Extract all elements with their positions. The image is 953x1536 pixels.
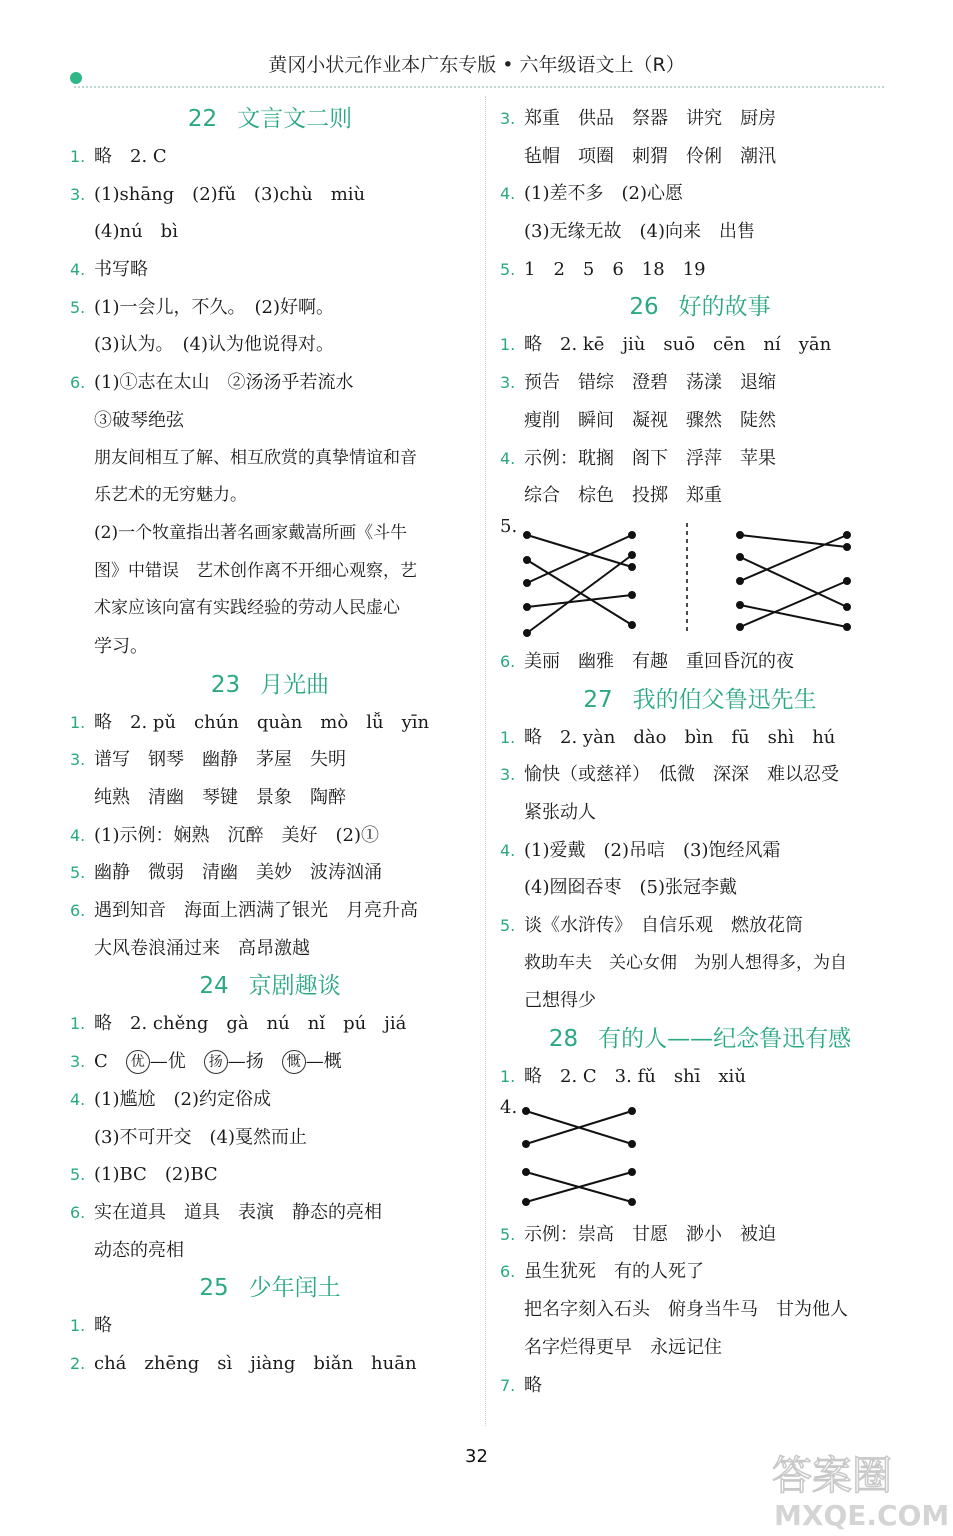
match-dot <box>524 580 530 586</box>
lesson-title: 月光曲 <box>260 671 330 698</box>
lesson-heading-26 <box>500 288 900 326</box>
answer-line: 7. 略 <box>500 1374 542 1396</box>
lesson-heading-27 <box>500 681 900 719</box>
match-line <box>740 557 847 607</box>
circled-character: 优 <box>126 1050 150 1074</box>
answer-line: 紧张动人 <box>524 801 596 823</box>
matching-lines-svg <box>522 515 862 643</box>
answer-line: 4. (1)尴尬 (2)约定俗成 <box>70 1088 271 1110</box>
match-dot <box>737 578 743 584</box>
lesson-22-answers <box>70 138 470 666</box>
lesson-heading-23 <box>70 666 470 704</box>
matching-diagram-28 <box>500 1096 900 1216</box>
match-dot <box>629 564 635 570</box>
answer-line: 毡帽 项圈 刺猬 伶俐 潮汛 <box>524 145 776 167</box>
answer-line: 名字烂得更早 永远记住 <box>524 1336 722 1358</box>
match-dot <box>737 554 743 560</box>
answer-line: 1. 略 2. yàn dào bìn fū shì hú <box>500 726 836 748</box>
match-dot <box>523 1141 529 1147</box>
lesson-heading-24 <box>70 967 470 1005</box>
answer-line: 6. 遇到知音 海面上洒满了银光 月亮升高 <box>70 900 418 922</box>
lesson-number: 25 <box>199 1275 229 1302</box>
answer-line: 6. (1)①志在太山 ②汤汤乎若流水 <box>70 372 354 394</box>
match-dot <box>524 630 530 636</box>
answer-line: (2)一个牧童指出著名画家戴嵩所画《斗牛 <box>94 522 408 543</box>
lesson-title: 有的人——纪念鲁迅有感 <box>598 1026 852 1053</box>
lesson-number: 27 <box>583 686 613 713</box>
answer-line: 己想得少 <box>524 990 596 1012</box>
answer-line: 4. 示例：耽搁 阁下 浮萍 苹果 <box>500 447 776 469</box>
question-number: 4. <box>500 1096 518 1118</box>
match-dot <box>844 578 850 584</box>
lesson-number: 22 <box>187 106 218 132</box>
watermark-bottom: MXQE.COM <box>774 1499 950 1532</box>
match-line <box>527 595 632 607</box>
lesson-title: 我的伯父鲁迅先生 <box>632 686 817 713</box>
answer-line: 3. 谱写 钢琴 幽静 茅屋 失明 <box>70 749 346 771</box>
matching-diagram-26 <box>500 515 900 643</box>
right-column <box>500 100 900 1404</box>
match-line <box>527 535 632 567</box>
answer-line: 5. 示例：崇高 甘愿 渺小 被迫 <box>500 1223 776 1245</box>
answer-line: 图》中错误 艺术创作离不开细心观察，艺 <box>94 560 417 581</box>
circled-character: 扬 <box>204 1050 228 1074</box>
header-rule <box>74 86 884 88</box>
match-dot <box>629 1141 635 1147</box>
answer-line: 1. 略 <box>70 1315 112 1337</box>
match-dot <box>629 592 635 598</box>
answer-line: 5. 幽静 微弱 清幽 美妙 波涛汹涌 <box>70 862 382 884</box>
left-column <box>70 100 470 1383</box>
lesson-title: 文言文二则 <box>237 106 353 132</box>
match-dot <box>629 532 635 538</box>
answer-line: 1. 略 2. C 3. fǔ shī xiǔ <box>500 1066 746 1088</box>
answer-line: 2. chá zhēng sì jiàng biǎn huān <box>70 1352 417 1374</box>
match-dot <box>629 622 635 628</box>
lesson-23-answers <box>70 704 470 968</box>
answer-line: 6. 虽生犹死 有的人死了 <box>500 1261 704 1283</box>
lesson-number: 24 <box>199 973 229 1000</box>
lesson-number: 28 <box>548 1026 579 1053</box>
match-dot <box>629 1108 635 1114</box>
answer-line: 把名字刻入石头 俯身当牛马 甘为他人 <box>524 1299 848 1321</box>
answer-line: 学习。 <box>94 635 148 657</box>
lesson-heading-28 <box>500 1020 900 1058</box>
answer-line: ③破琴绝弦 <box>94 409 184 431</box>
answer-line: 救助车夫 关心女佣 为别人想得多，为自 <box>524 952 847 973</box>
match-dot <box>523 1108 529 1114</box>
answer-line: 5. (1)一会儿，不久。 (2)好啊。 <box>70 296 334 318</box>
match-line <box>527 535 632 583</box>
answer-line: 1. 略 2. pǔ chún quàn mò lǚ yīn <box>70 711 430 733</box>
answer-line: 术家应该向富有实践经验的劳动人民虚心 <box>94 598 400 619</box>
answer-line: 动态的亮相 <box>94 1239 184 1261</box>
lesson-25-answers <box>70 1307 470 1382</box>
match-dot <box>523 1169 529 1175</box>
answer-line: 3. 郑重 供品 祭器 讲究 厨房 <box>500 108 776 129</box>
match-line <box>740 581 847 627</box>
lesson-number: 26 <box>629 294 659 321</box>
answer-line: 综合 棕色 投掷 郑重 <box>524 485 722 507</box>
matching-lines-svg <box>522 1096 662 1216</box>
match-dot <box>737 602 743 608</box>
answer-line: 6. 美丽 幽雅 有趣 重回昏沉的夜 <box>500 650 794 672</box>
answer-line: 5. 1 2 5 6 18 19 <box>500 258 706 280</box>
answer-line: 大风卷浪涌过来 高昂激越 <box>94 937 310 959</box>
lesson-24-answers <box>70 1005 470 1269</box>
page-number: 32 <box>465 1446 488 1467</box>
watermark-top: 答案圈 <box>772 1453 892 1499</box>
match-dot <box>629 1199 635 1205</box>
match-line <box>740 605 847 627</box>
match-dot <box>524 604 530 610</box>
lesson-27-answers <box>500 719 900 1021</box>
lesson-heading-25 <box>70 1269 470 1307</box>
answer-line: (3)不可开交 (4)戛然而止 <box>94 1126 307 1148</box>
match-dot <box>844 532 850 538</box>
match-dot <box>524 532 530 538</box>
match-dot <box>523 1199 529 1205</box>
answer-line: 瘦削 瞬间 凝视 骤然 陡然 <box>524 409 776 431</box>
answer-line: 1. 略 2. kē jiù suō cēn ní yān <box>500 334 832 356</box>
answer-line: 4. (1)爱戴 (2)吊唁 (3)饱经风霜 <box>500 839 781 861</box>
lesson-title: 京剧趣谈 <box>248 973 341 1000</box>
answer-line: 6. 实在道具 道具 表演 静态的亮相 <box>70 1201 382 1223</box>
answer-line: (3)无缘无故 (4)向来 出售 <box>524 221 755 243</box>
column-divider <box>485 96 486 1426</box>
match-dot <box>844 544 850 550</box>
answer-line: 1. 略 2. chěng gà nú nǐ pú jiá <box>70 1013 407 1035</box>
match-dot <box>524 557 530 563</box>
answer-line: 纯熟 清幽 琴键 景象 陶醉 <box>94 787 346 808</box>
lesson-25-continued <box>500 100 900 288</box>
answer-line: 4. 书写略 <box>70 259 148 281</box>
answer-line: 3. (1)shāng (2)fǔ (3)chù miù <box>70 183 366 205</box>
answer-line: 朋友间相互了解、相互欣赏的真挚情谊和音 <box>94 447 417 468</box>
lesson-26-answers <box>500 326 900 680</box>
lesson-title: 少年闰土 <box>248 1275 341 1302</box>
question-number: 5. <box>500 515 518 537</box>
answer-line: 4. (1)示例：娴熟 沉醉 美好 (2)① <box>70 824 379 846</box>
match-line <box>527 560 632 625</box>
answer-line: 5. 谈《水浒传》 自信乐观 燃放花筒 <box>500 915 803 936</box>
lesson-28-answers <box>500 1058 900 1404</box>
lesson-number: 23 <box>210 671 241 698</box>
match-dot <box>844 604 850 610</box>
answer-line: (4)nú bì <box>94 221 178 243</box>
answer-line: 1. 略 2. C <box>70 146 167 167</box>
lesson-heading-22 <box>70 100 470 138</box>
answer-line: 5. (1)BC (2)BC <box>70 1164 218 1186</box>
answer-line: 4. (1)差不多 (2)心愿 <box>500 183 683 205</box>
answer-line: 3. C 优 —优 扬 —扬 慨 —概 <box>70 1051 342 1073</box>
match-dot <box>737 624 743 630</box>
match-dot <box>844 624 850 630</box>
answer-line: (3)认为。 (4)认为他说得对。 <box>94 334 334 356</box>
answer-line: 3. 预告 错综 澄碧 荡漾 退缩 <box>500 372 776 394</box>
match-dot <box>629 1169 635 1175</box>
lesson-title: 好的故事 <box>678 294 771 321</box>
match-dot <box>629 552 635 558</box>
match-dot <box>737 532 743 538</box>
answer-line: (4)囫囵吞枣 (5)张冠李戴 <box>524 877 737 899</box>
match-line <box>527 555 632 633</box>
answer-line: 乐艺术的无穷魅力。 <box>94 485 247 506</box>
watermark-logo <box>760 1445 950 1533</box>
answer-line: 3. 愉快（或慈祥） 低微 深深 难以忍受 <box>500 764 839 786</box>
page-header: 黄冈小状元作业本广东专版 • 六年级语文上（R） <box>268 54 685 76</box>
circled-character: 慨 <box>282 1050 306 1074</box>
